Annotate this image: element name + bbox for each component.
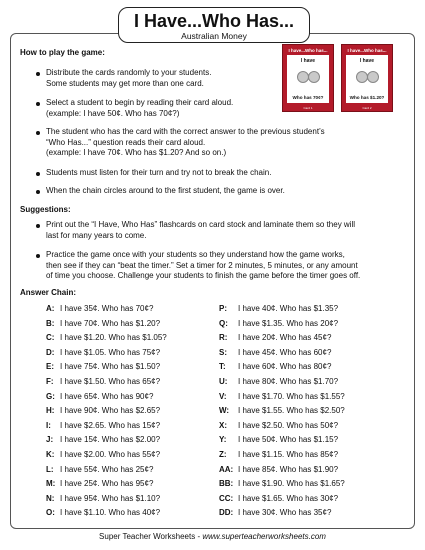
suggestion-item-1-line-1: Print out the “I Have, Who Has” flashcards on card stock and laminate them so they will bbox=[46, 220, 356, 229]
answer-key: O: bbox=[46, 508, 55, 518]
answer-text: I have $1.65. Who has 30¢? bbox=[238, 493, 339, 503]
footer-separator: - bbox=[195, 532, 203, 541]
answer-key: K: bbox=[46, 450, 55, 459]
bullet-icon bbox=[36, 190, 40, 194]
answer-text: I have $1.90. Who has $1.65? bbox=[238, 479, 345, 489]
suggestion-item-2-line-3: of time you choose. Challenge your students to finish the game before the timer goes off. bbox=[46, 271, 361, 280]
answer-key: R: bbox=[219, 333, 228, 343]
answer-key: Y: bbox=[219, 435, 227, 445]
bullet-icon bbox=[36, 172, 40, 176]
answer-key: J: bbox=[46, 435, 54, 445]
answer-key: M: bbox=[46, 479, 56, 489]
card-i-have: I have bbox=[300, 58, 316, 64]
answer-text: I have $1.50. Who has 65¢? bbox=[60, 377, 161, 386]
answer-row bbox=[46, 406, 160, 416]
how-to-item-2-line-1: Select a student to begin by reading their card aloud. bbox=[46, 98, 234, 107]
sample-card-2 bbox=[341, 44, 393, 112]
answer-chain-heading: Answer Chain: bbox=[20, 288, 77, 297]
answer-row bbox=[46, 508, 160, 518]
answer-key: C: bbox=[46, 333, 55, 343]
footer-brand: Super Teacher Worksheets bbox=[99, 532, 196, 541]
answer-key: DD: bbox=[219, 508, 234, 518]
suggestion-item-1 bbox=[46, 220, 355, 241]
answer-text: I have 90¢. Who has $2.65? bbox=[60, 406, 161, 416]
answer-row bbox=[46, 465, 153, 475]
answer-text: I have $1.10. Who has 40¢? bbox=[60, 508, 161, 518]
answer-text: I have $1.70. Who has $1.55? bbox=[238, 391, 345, 401]
answer-key: W: bbox=[219, 406, 230, 416]
answer-key: G: bbox=[46, 391, 55, 401]
page-footer bbox=[0, 532, 425, 541]
answer-row bbox=[219, 494, 338, 504]
answer-text: I have 50¢. Who has $1.15? bbox=[238, 435, 339, 445]
answer-row bbox=[219, 362, 331, 372]
answer-key: BB: bbox=[219, 479, 234, 489]
bullet-icon bbox=[36, 131, 40, 135]
page-subtitle: Australian Money bbox=[181, 31, 247, 41]
answer-text: I have $1.15. Who has 85¢? bbox=[238, 450, 339, 459]
answer-row bbox=[219, 465, 338, 475]
answer-key: E: bbox=[46, 362, 54, 372]
answer-row bbox=[219, 435, 338, 445]
answer-row bbox=[46, 362, 160, 372]
bullet-icon bbox=[36, 224, 40, 228]
answer-row bbox=[219, 450, 338, 460]
bullet-icon bbox=[36, 72, 40, 76]
how-to-item-3-line-2: “Who Has...” question reads their card aloud. bbox=[46, 137, 206, 147]
card-inner bbox=[346, 55, 388, 103]
answer-text: I have 60¢. Who has 80¢? bbox=[238, 362, 332, 372]
how-to-item-4: Students must listen for their turn and try not to break the chain. bbox=[46, 168, 272, 177]
answer-row bbox=[219, 377, 338, 387]
answer-text: I have $1.05. Who has 75¢? bbox=[60, 347, 161, 357]
how-to-item-2-line-2: (example: I have 50¢. Who has 70¢?) bbox=[46, 108, 180, 118]
answer-text: I have 20¢. Who has 45¢? bbox=[238, 333, 332, 343]
how-to-item-1 bbox=[46, 68, 211, 89]
answer-text: I have 75¢. Who has $1.50? bbox=[60, 362, 161, 372]
answer-row bbox=[219, 421, 338, 431]
how-to-item-3-line-1: The student who has the card with the correct answer to the previous student’s bbox=[46, 127, 325, 136]
bullet-icon bbox=[36, 102, 40, 106]
answer-text: I have 70¢. Who has $1.20? bbox=[60, 318, 161, 328]
card-footer: Card 2 bbox=[362, 106, 372, 110]
card-i-have: I have bbox=[359, 58, 375, 64]
bullet-icon bbox=[36, 254, 40, 258]
answer-text: I have 25¢. Who has 95¢? bbox=[60, 479, 154, 489]
answer-text: I have 55¢. Who has 25¢? bbox=[60, 464, 154, 474]
answer-text: I have $1.20. Who has $1.05? bbox=[60, 333, 167, 343]
answer-key: V: bbox=[219, 391, 227, 401]
coin-icon-group bbox=[356, 68, 378, 84]
answer-row bbox=[219, 304, 338, 314]
card-caption: I have...Who has... bbox=[347, 48, 387, 53]
suggestion-item-2-line-1: Practice the game once with your students so they understand how the game works, bbox=[46, 250, 345, 259]
answer-text: I have $2.50. Who has 50¢? bbox=[238, 420, 339, 430]
answer-text: I have 35¢. Who has 70¢? bbox=[60, 304, 154, 313]
sample-card-1 bbox=[282, 44, 334, 112]
suggestion-item-2-line-2: then see if they can “beat the timer.” Set a timer for 2 minutes, 5 minutes, or any amount bbox=[46, 260, 358, 270]
answer-key: CC: bbox=[219, 493, 234, 503]
answer-row bbox=[219, 406, 345, 416]
coin-icon bbox=[367, 71, 379, 83]
how-to-heading: How to play the game: bbox=[20, 48, 105, 57]
answer-row bbox=[46, 479, 153, 489]
how-to-item-3 bbox=[46, 127, 325, 159]
suggestions-heading: Suggestions: bbox=[20, 205, 71, 214]
suggestion-item-2 bbox=[46, 250, 360, 282]
suggestion-item-1-line-2: last for many years to come. bbox=[46, 230, 147, 240]
answer-text: I have 30¢. Who has 35¢? bbox=[238, 508, 332, 518]
answer-text: I have $2.00. Who has 55¢? bbox=[60, 450, 161, 459]
answer-key: F: bbox=[46, 377, 54, 386]
answer-key: B: bbox=[46, 318, 55, 328]
how-to-item-1-line-2: Some students may get more than one card. bbox=[46, 78, 204, 88]
answer-text: I have 40¢. Who has $1.35? bbox=[238, 304, 339, 313]
answer-text: I have 80¢. Who has $1.70? bbox=[238, 377, 339, 386]
answer-key: U: bbox=[219, 377, 228, 386]
coin-icon-group bbox=[297, 68, 319, 84]
card-caption: I have...Who has... bbox=[288, 48, 328, 53]
answer-key: T: bbox=[219, 362, 226, 372]
answer-key: Z: bbox=[219, 450, 227, 459]
answer-row bbox=[46, 319, 160, 329]
answer-key: N: bbox=[46, 493, 55, 503]
coin-icon bbox=[308, 71, 320, 83]
card-who-has: Who has 70¢? bbox=[292, 95, 324, 100]
answer-row bbox=[219, 348, 331, 358]
answer-row bbox=[219, 319, 338, 329]
footer-url-link[interactable]: www.superteacherworksheets.com bbox=[202, 532, 326, 541]
answer-row bbox=[219, 479, 345, 489]
answer-row bbox=[46, 450, 160, 460]
answer-key: X: bbox=[219, 420, 227, 430]
answer-row bbox=[46, 333, 167, 343]
answer-row bbox=[219, 333, 331, 343]
answer-row bbox=[46, 392, 153, 402]
answer-row bbox=[46, 494, 160, 504]
answer-key: H: bbox=[46, 406, 55, 416]
answer-key: Q: bbox=[219, 318, 228, 328]
answer-key: S: bbox=[219, 347, 227, 357]
card-inner bbox=[287, 55, 329, 103]
answer-key: AA: bbox=[219, 464, 234, 474]
answer-row bbox=[46, 377, 160, 387]
title-box bbox=[118, 7, 310, 43]
answer-text: I have 45¢. Who has 60¢? bbox=[238, 347, 332, 357]
answer-row bbox=[46, 435, 160, 445]
how-to-item-2 bbox=[46, 98, 233, 119]
answer-text: I have 85¢. Who has $1.90? bbox=[238, 464, 339, 474]
answer-text: I have $2.65. Who has 15¢? bbox=[60, 420, 161, 430]
answer-text: I have $1.55. Who has $2.50? bbox=[238, 406, 345, 416]
answer-key: A: bbox=[46, 304, 55, 313]
answer-key: P: bbox=[219, 304, 227, 313]
answer-row bbox=[46, 421, 160, 431]
answer-text: I have 15¢. Who has $2.00? bbox=[60, 435, 161, 445]
how-to-item-5: When the chain circles around to the first student, the game is over. bbox=[46, 186, 285, 195]
answer-row bbox=[46, 348, 160, 358]
answer-key: I: bbox=[46, 420, 51, 430]
page-title: I Have...Who Has... bbox=[133, 11, 295, 31]
how-to-item-3-line-3: (example: I have 70¢. Who has $1.20? And so on.) bbox=[46, 148, 227, 157]
answer-key: L: bbox=[46, 464, 54, 474]
answer-key: D: bbox=[46, 347, 55, 357]
how-to-item-1-line-1: Distribute the cards randomly to your students. bbox=[46, 68, 212, 77]
answer-row bbox=[46, 304, 153, 314]
answer-text: I have 95¢. Who has $1.10? bbox=[60, 493, 161, 503]
answer-row bbox=[219, 508, 331, 518]
answer-text: I have 65¢. Who has 90¢? bbox=[60, 391, 154, 401]
answer-row bbox=[219, 392, 345, 402]
card-who-has: Who has $1.20? bbox=[349, 95, 385, 100]
card-footer: Card 1 bbox=[303, 106, 313, 110]
answer-text: I have $1.35. Who has 20¢? bbox=[238, 318, 339, 328]
